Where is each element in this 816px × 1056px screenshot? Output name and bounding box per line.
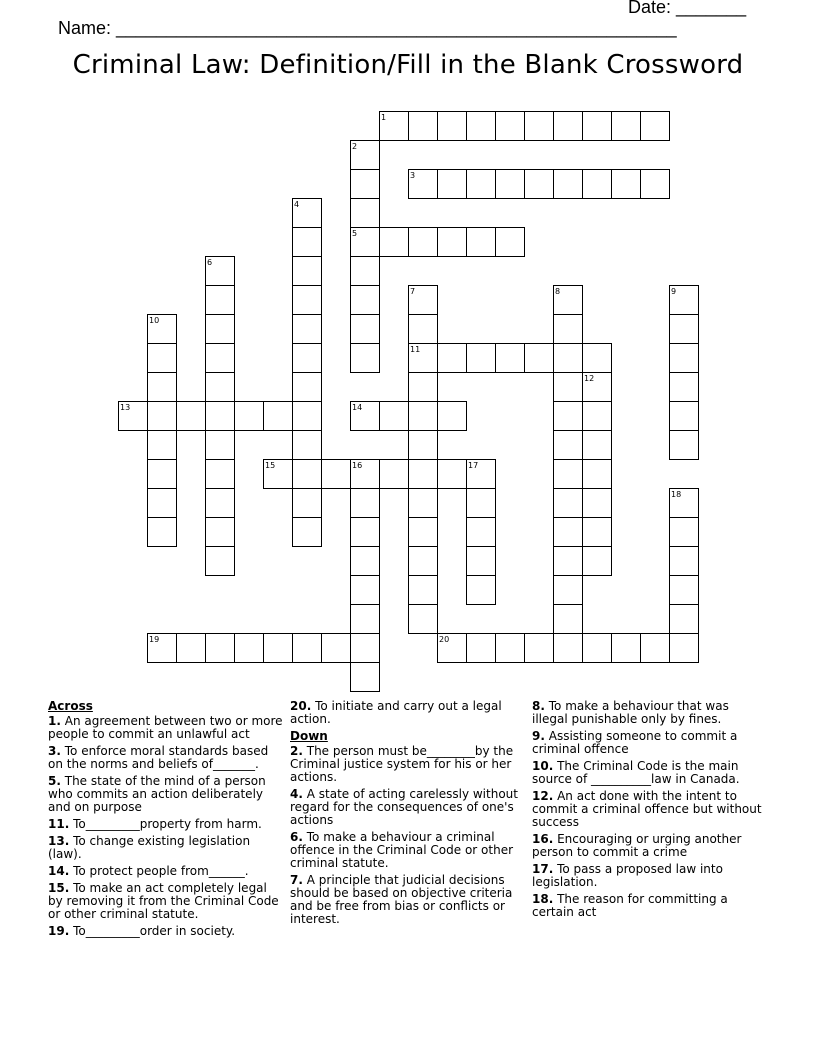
clue-down-10 <box>532 760 768 786</box>
grid-cell[interactable] <box>177 634 206 663</box>
clue-number: 19. <box>48 924 70 938</box>
grid-cell[interactable] <box>264 634 293 663</box>
grid-cell[interactable] <box>583 634 612 663</box>
grid-cell[interactable] <box>351 344 380 373</box>
grid-cell[interactable] <box>496 344 525 373</box>
clue-number: 18. <box>532 892 554 906</box>
clue-number: 2. <box>290 744 303 758</box>
clues-column-3 <box>532 700 768 923</box>
grid-cell[interactable] <box>438 228 467 257</box>
clue-across-1 <box>48 715 284 741</box>
grid-cell[interactable] <box>554 576 583 605</box>
grid-cell[interactable] <box>351 257 380 286</box>
grid-cell[interactable] <box>641 634 670 663</box>
grid-cell[interactable] <box>467 170 496 199</box>
grid-cell[interactable] <box>293 460 322 489</box>
clue-down-7 <box>290 874 526 926</box>
cell-number: 11 <box>410 345 421 354</box>
grid-cell[interactable] <box>438 460 467 489</box>
grid-cell[interactable] <box>554 402 583 431</box>
grid-cell[interactable] <box>467 344 496 373</box>
grid-cell[interactable] <box>409 576 438 605</box>
grid-cell[interactable] <box>206 489 235 518</box>
clue-text: To change existing legislation (law). <box>48 834 251 861</box>
clue-text: To_________property from harm. <box>73 817 262 831</box>
grid-cell[interactable] <box>409 489 438 518</box>
grid-cell[interactable] <box>293 489 322 518</box>
grid-cell[interactable] <box>583 344 612 373</box>
grid-cell[interactable] <box>525 112 554 141</box>
grid-cell[interactable] <box>206 315 235 344</box>
cell-number: 6 <box>207 258 213 267</box>
clue-number: 5. <box>48 774 61 788</box>
grid-cell[interactable] <box>293 402 322 431</box>
grid-cell[interactable] <box>206 373 235 402</box>
grid-cell[interactable] <box>670 547 699 576</box>
clue-down-6 <box>290 831 526 870</box>
clue-text: To_________order in society. <box>73 924 236 938</box>
grid-cell[interactable] <box>351 576 380 605</box>
clue-text: To protect people from______. <box>73 864 249 878</box>
clue-across-20 <box>290 700 526 726</box>
grid-cell[interactable] <box>670 605 699 634</box>
grid-cell[interactable] <box>206 547 235 576</box>
cell-number: 14 <box>352 403 363 412</box>
grid-cell[interactable] <box>554 605 583 634</box>
grid-cell[interactable] <box>206 286 235 315</box>
grid-cell[interactable] <box>148 460 177 489</box>
cell-number: 5 <box>352 229 358 238</box>
grid-cell[interactable] <box>206 402 235 431</box>
cell-number: 10 <box>149 316 160 325</box>
grid-cell[interactable] <box>583 518 612 547</box>
clue-text: To make a behaviour that was illegal punishable only by fines. <box>532 699 729 726</box>
grid-cell[interactable] <box>670 315 699 344</box>
grid-cell[interactable] <box>293 634 322 663</box>
across-heading: Across <box>48 699 93 713</box>
grid-cell[interactable] <box>612 170 641 199</box>
grid-cell[interactable] <box>351 170 380 199</box>
clue-text: To initiate and carry out a legal action. <box>290 699 502 726</box>
cell-number: 2 <box>352 142 358 151</box>
cell-number: 19 <box>149 635 160 644</box>
clue-number: 12. <box>532 789 554 803</box>
clue-text: Assisting someone to commit a criminal offence <box>532 729 738 756</box>
clue-text: A principle that judicial decisions should be based on objective criteria and be free from bias or conflicts or interest. <box>290 873 513 926</box>
grid-cell[interactable] <box>583 460 612 489</box>
grid-cell[interactable] <box>409 402 438 431</box>
grid-cell[interactable] <box>409 112 438 141</box>
grid-cell[interactable] <box>409 431 438 460</box>
clue-number: 7. <box>290 873 303 887</box>
grid-cell[interactable] <box>409 373 438 402</box>
grid-cell[interactable] <box>438 170 467 199</box>
clue-number: 1. <box>48 714 61 728</box>
grid-cell[interactable] <box>235 634 264 663</box>
grid-cell[interactable] <box>380 460 409 489</box>
clue-number: 20. <box>290 699 312 713</box>
grid-cell[interactable] <box>670 576 699 605</box>
clues-column-2 <box>290 700 526 930</box>
clue-text: To make an act completely legal by removing it from the Criminal Code or other criminal statute. <box>48 881 279 921</box>
grid-cell[interactable] <box>554 112 583 141</box>
grid-cell[interactable] <box>351 286 380 315</box>
grid-cell[interactable] <box>409 228 438 257</box>
clues-column-1 <box>48 700 284 942</box>
grid-cell[interactable] <box>293 431 322 460</box>
grid-cell[interactable] <box>612 634 641 663</box>
clue-text: To enforce moral standards based on the norms and beliefs of_______. <box>48 744 269 771</box>
grid-cell[interactable] <box>467 112 496 141</box>
grid-cell[interactable] <box>293 315 322 344</box>
clue-number: 6. <box>290 830 303 844</box>
grid-cell[interactable] <box>467 228 496 257</box>
clue-number: 16. <box>532 832 554 846</box>
grid-cell[interactable] <box>438 402 467 431</box>
grid-cell[interactable] <box>409 315 438 344</box>
grid-cell[interactable] <box>496 112 525 141</box>
clue-across-5 <box>48 775 284 814</box>
clue-number: 10. <box>532 759 554 773</box>
clue-text: A state of acting carelessly without regard for the consequences of one's actions <box>290 787 518 827</box>
grid-cell[interactable] <box>554 344 583 373</box>
clue-text: To make a behaviour a criminal offence in the Criminal Code or other criminal statute. <box>290 830 514 870</box>
grid-cell[interactable] <box>206 344 235 373</box>
down-heading: Down <box>290 729 328 743</box>
grid-cell[interactable] <box>351 315 380 344</box>
clue-text: The person must be________by the Criminal justice system for his or her actions. <box>290 744 514 784</box>
grid-cell[interactable] <box>351 663 380 692</box>
grid-cell[interactable] <box>293 228 322 257</box>
grid-cell[interactable] <box>496 228 525 257</box>
grid-cell[interactable] <box>438 344 467 373</box>
grid-cell[interactable] <box>206 460 235 489</box>
clue-number: 3. <box>48 744 61 758</box>
clue-text: An agreement between two or more people to commit an unlawful act <box>48 714 283 741</box>
clue-number: 14. <box>48 864 70 878</box>
clue-down-17 <box>532 863 768 889</box>
cell-number: 20 <box>439 635 450 644</box>
grid-cell[interactable] <box>583 431 612 460</box>
clue-number: 8. <box>532 699 545 713</box>
clue-number: 13. <box>48 834 70 848</box>
grid-cell[interactable] <box>293 286 322 315</box>
grid-cell[interactable] <box>380 228 409 257</box>
clue-down-8 <box>532 700 768 726</box>
clue-across-3 <box>48 745 284 771</box>
clue-number: 9. <box>532 729 545 743</box>
grid-cell[interactable] <box>351 547 380 576</box>
grid-cell[interactable] <box>351 634 380 663</box>
grid-cell[interactable] <box>409 547 438 576</box>
grid-cell[interactable] <box>293 518 322 547</box>
grid-cell[interactable] <box>670 373 699 402</box>
clue-across-11 <box>48 818 284 831</box>
grid-cell[interactable] <box>583 547 612 576</box>
grid-cell[interactable] <box>293 257 322 286</box>
grid-cell[interactable] <box>148 373 177 402</box>
cell-number: 4 <box>294 200 300 209</box>
clue-down-4 <box>290 788 526 827</box>
grid-cell[interactable] <box>554 518 583 547</box>
grid-cell[interactable] <box>409 460 438 489</box>
grid-cell[interactable] <box>554 170 583 199</box>
clue-text: An act done with the intent to commit a criminal offence but without success <box>532 789 762 829</box>
grid-cell[interactable] <box>148 431 177 460</box>
grid-cell[interactable] <box>554 634 583 663</box>
clue-number: 11. <box>48 817 70 831</box>
clue-number: 15. <box>48 881 70 895</box>
grid-cell[interactable] <box>525 170 554 199</box>
grid-cell[interactable] <box>467 634 496 663</box>
grid-cell[interactable] <box>409 518 438 547</box>
grid-cell[interactable] <box>525 634 554 663</box>
grid-cell[interactable] <box>206 634 235 663</box>
clue-down-2 <box>290 745 526 784</box>
clue-across-15 <box>48 882 284 921</box>
grid-cell[interactable] <box>554 315 583 344</box>
clue-across-13 <box>48 835 284 861</box>
grid-cell[interactable] <box>206 518 235 547</box>
grid-cell[interactable] <box>467 489 496 518</box>
grid-cell[interactable] <box>554 547 583 576</box>
grid-cell[interactable] <box>525 344 554 373</box>
page-title: Criminal Law: Definition/Fill in the Blank Crossword <box>72 50 744 80</box>
grid-cell[interactable] <box>496 634 525 663</box>
grid-cell[interactable] <box>496 170 525 199</box>
cell-number: 3 <box>410 171 416 180</box>
clue-across-19 <box>48 925 284 938</box>
grid-cell[interactable] <box>583 489 612 518</box>
grid-cell[interactable] <box>583 170 612 199</box>
grid-cell[interactable] <box>293 344 322 373</box>
grid-cell[interactable] <box>641 112 670 141</box>
grid-cell[interactable] <box>351 605 380 634</box>
cell-number: 13 <box>120 403 131 412</box>
clue-text: The Criminal Code is the main source of __________law in Canada. <box>532 759 740 786</box>
grid-cell[interactable] <box>670 518 699 547</box>
grid-cell[interactable] <box>235 402 264 431</box>
grid-cell[interactable] <box>670 402 699 431</box>
grid-cell[interactable] <box>438 112 467 141</box>
cell-number: 12 <box>584 374 595 383</box>
clue-text: The state of the mind of a person who commits an action deliberately and on purpose <box>48 774 266 814</box>
grid-cell[interactable] <box>148 344 177 373</box>
grid-cell[interactable] <box>322 634 351 663</box>
grid-cell[interactable] <box>322 460 351 489</box>
cell-number: 15 <box>265 461 276 470</box>
clue-across-14 <box>48 865 284 878</box>
cell-number: 17 <box>468 461 479 470</box>
name-field-label: Name: ________________________________________________________ <box>58 18 677 38</box>
grid-cell[interactable] <box>293 373 322 402</box>
grid-cell[interactable] <box>148 518 177 547</box>
grid-cell[interactable] <box>148 489 177 518</box>
grid-cell[interactable] <box>351 199 380 228</box>
grid-cell[interactable] <box>583 402 612 431</box>
date-field-label: Date: _______ <box>628 0 747 17</box>
grid-cell[interactable] <box>670 431 699 460</box>
grid-cell[interactable] <box>380 402 409 431</box>
clue-number: 4. <box>290 787 303 801</box>
cell-number: 8 <box>555 287 561 296</box>
clue-text: The reason for committing a certain act <box>532 892 728 919</box>
grid-cell[interactable] <box>612 112 641 141</box>
cell-number: 1 <box>381 113 387 122</box>
grid-cell[interactable] <box>148 402 177 431</box>
cell-number: 16 <box>352 461 363 470</box>
grid-cell[interactable] <box>670 344 699 373</box>
clue-down-12 <box>532 790 768 829</box>
grid-cell[interactable] <box>554 373 583 402</box>
cell-number: 9 <box>671 287 677 296</box>
grid-cell[interactable] <box>554 431 583 460</box>
grid-cell[interactable] <box>264 402 293 431</box>
grid-cell[interactable] <box>206 431 235 460</box>
clue-text: Encouraging or urging another person to commit a crime <box>532 832 742 859</box>
clue-down-18 <box>532 893 768 919</box>
grid-cell[interactable] <box>177 402 206 431</box>
cell-number: 7 <box>410 287 416 296</box>
grid-cell[interactable] <box>467 576 496 605</box>
grid-cell[interactable] <box>554 460 583 489</box>
clue-down-9 <box>532 730 768 756</box>
clue-text: To pass a proposed law into legislation. <box>532 862 723 889</box>
grid-cell[interactable] <box>641 170 670 199</box>
grid-cell[interactable] <box>554 489 583 518</box>
grid-cell[interactable] <box>583 112 612 141</box>
grid-cell[interactable] <box>351 518 380 547</box>
clue-number: 17. <box>532 862 554 876</box>
grid-cell[interactable] <box>670 634 699 663</box>
clue-down-16 <box>532 833 768 859</box>
cell-number: 18 <box>671 490 682 499</box>
grid-cell[interactable] <box>351 489 380 518</box>
grid-cell[interactable] <box>467 518 496 547</box>
grid-cell[interactable] <box>467 547 496 576</box>
grid-cell[interactable] <box>409 605 438 634</box>
